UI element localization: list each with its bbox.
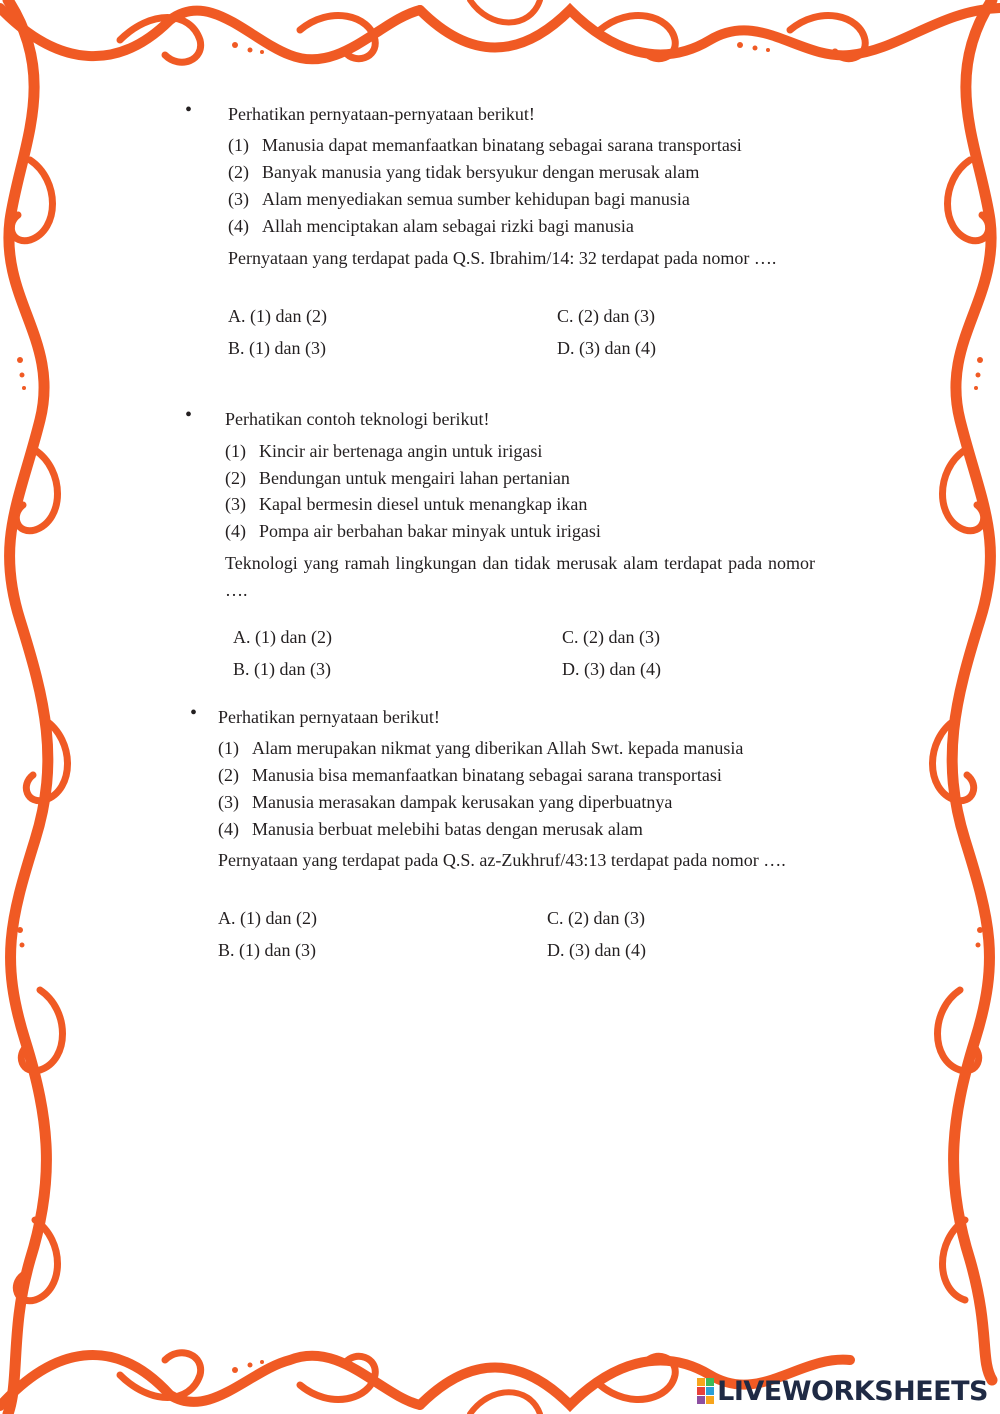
option-a[interactable]: A. (1) dan (2) xyxy=(218,908,317,928)
list-item: (2) Bendungan untuk mengairi lahan pertanian xyxy=(225,468,570,488)
list-item: (4) Manusia berbuat melebihi batas dengan merusak alam xyxy=(218,819,643,839)
list-item: (2) Banyak manusia yang tidak bersyukur dengan merusak alam xyxy=(228,162,700,182)
logo-icon xyxy=(697,1378,714,1404)
list-item: (1) Kincir air bertenaga angin untuk irigasi xyxy=(225,441,543,461)
bullet: • xyxy=(185,99,193,121)
liveworksheets-logo xyxy=(697,1376,988,1406)
option-a[interactable]: A. (1) dan (2) xyxy=(233,627,332,647)
list-item: (4) Pompa air berbahan bakar minyak untuk irigasi xyxy=(225,521,601,541)
question-stem: Pernyataan yang terdapat pada Q.S. Ibrahim/14: 32 terdapat pada nomor …. xyxy=(228,248,777,268)
question-prompt: Perhatikan pernyataan-pernyataan berikut! xyxy=(228,104,535,124)
list-item: (3) Alam menyediakan semua sumber kehidupan bagi manusia xyxy=(228,189,690,209)
question-prompt: Perhatikan contoh teknologi berikut! xyxy=(225,409,490,429)
question-stem: Teknologi yang ramah lingkungan dan tidak merusak alam terdapat pada nomor …. xyxy=(225,553,815,600)
option-b[interactable]: B. (1) dan (3) xyxy=(233,659,331,679)
list-item: (3) Manusia merasakan dampak kerusakan yang diperbuatnya xyxy=(218,792,673,812)
list-item: (1) Alam merupakan nikmat yang diberikan Allah Swt. kepada manusia xyxy=(218,738,744,758)
bullet: • xyxy=(190,702,198,724)
question-stem: Pernyataan yang terdapat pada Q.S. az-Zukhruf/43:13 terdapat pada nomor …. xyxy=(218,850,786,870)
option-a[interactable]: A. (1) dan (2) xyxy=(228,306,327,326)
option-c[interactable]: C. (2) dan (3) xyxy=(562,627,660,647)
option-d[interactable]: D. (3) dan (4) xyxy=(562,659,661,679)
logo-text: LIVEWORKSHEETS xyxy=(717,1375,988,1407)
option-d[interactable]: D. (3) dan (4) xyxy=(547,940,646,960)
list-item: (3) Kapal bermesin diesel untuk menangkap ikan xyxy=(225,494,588,514)
question-prompt: Perhatikan pernyataan berikut! xyxy=(218,707,440,727)
option-d[interactable]: D. (3) dan (4) xyxy=(557,338,656,358)
list-item: (2) Manusia bisa memanfaatkan binatang sebagai sarana transportasi xyxy=(218,765,722,785)
option-c[interactable]: C. (2) dan (3) xyxy=(557,306,655,326)
bullet: • xyxy=(185,404,193,426)
option-c[interactable]: C. (2) dan (3) xyxy=(547,908,645,928)
list-item: (4) Allah menciptakan alam sebagai rizki bagi manusia xyxy=(228,216,634,236)
option-b[interactable]: B. (1) dan (3) xyxy=(218,940,316,960)
option-b[interactable]: B. (1) dan (3) xyxy=(228,338,326,358)
list-item: (1) Manusia dapat memanfaatkan binatang sebagai sarana transportasi xyxy=(228,135,742,155)
